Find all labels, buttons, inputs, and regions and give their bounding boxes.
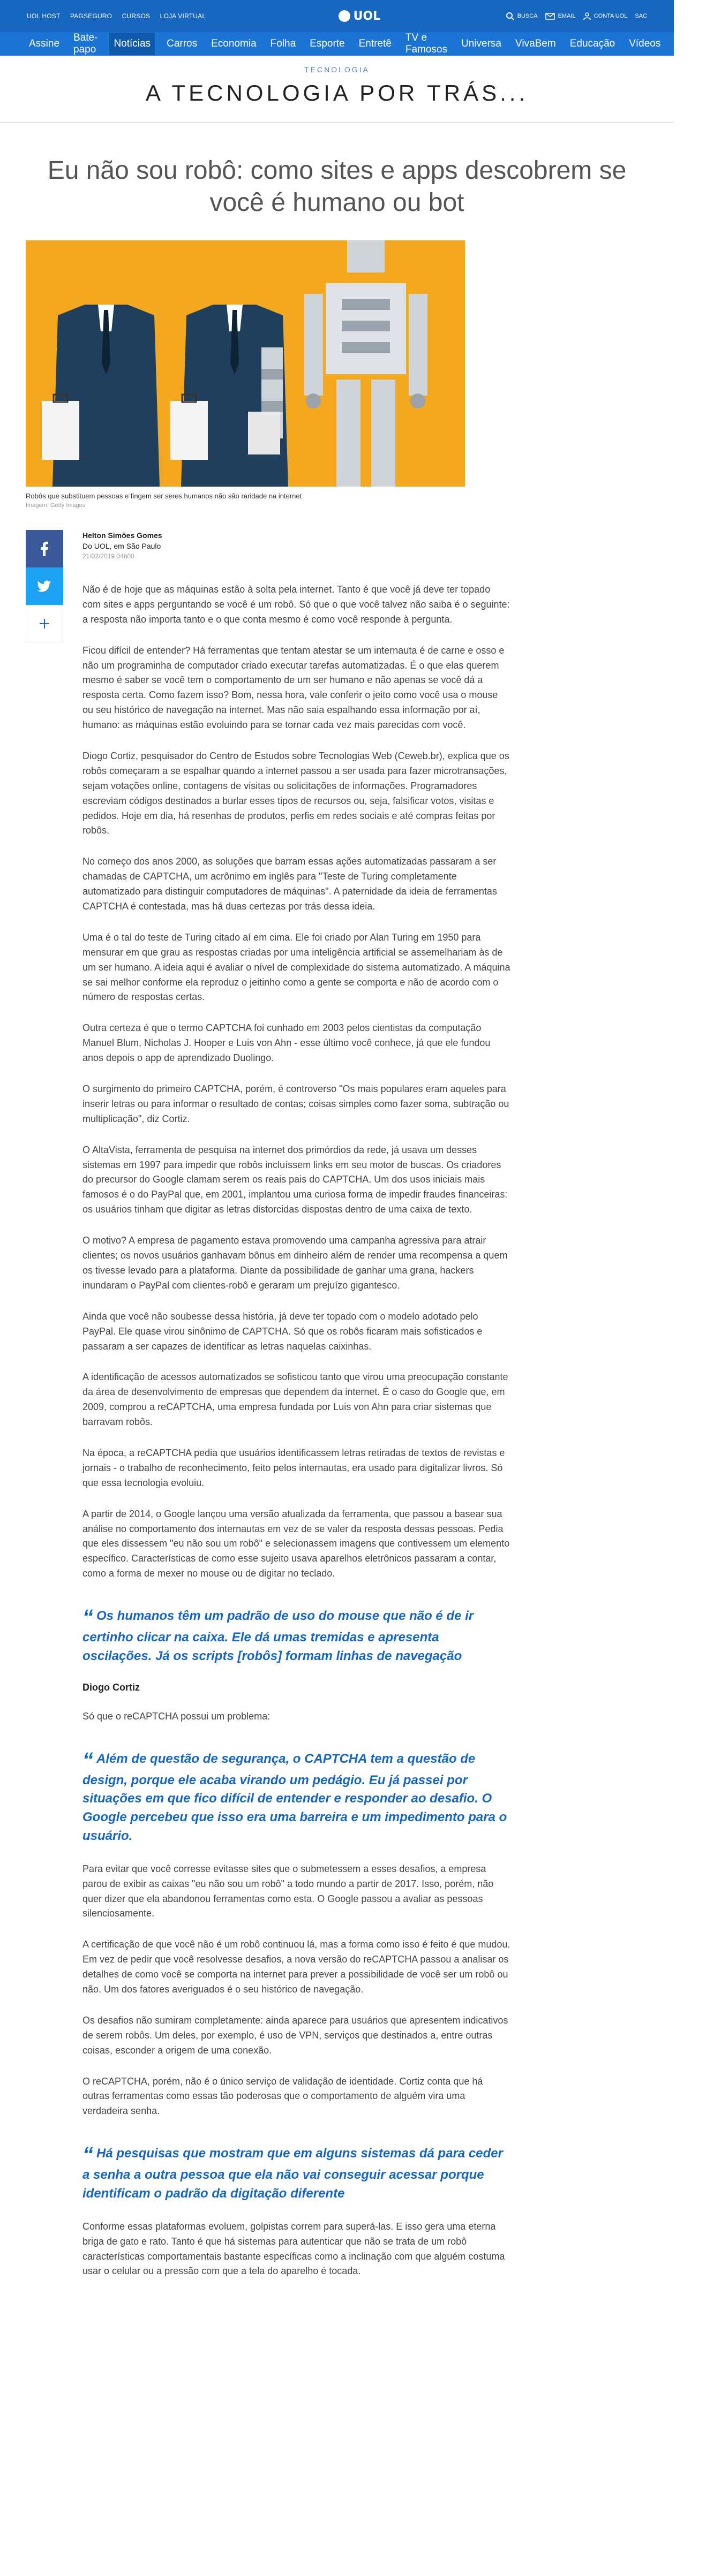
section-eyebrow[interactable]: TECNOLOGIA	[304, 65, 370, 74]
paragraph: Na época, a reCAPTCHA pedia que usuários identificassem letras retiradas de textos de revistas e jornais - o trabalho de reconhecimento, feito pelos internautas, era usado para digitalizar livros. Só que essa tecnologia evoluiu.	[82, 1447, 505, 1488]
paragraph: O AltaVista, ferramenta de pesquisa na internet dos primórdios da rede, já usava um desses sistemas em 1997 para impedir que robôs incluíssem links em seu motor de buscas. Os criadores do precursor do Google clamam serem os reais pais do CAPTCHA. Um dos usos iniciais mais famosos é o do PayPal que, em 2001, implantou uma curiosa forma de impedir fraudes financeiras: os usuários tinham que digitar as letras distorcidas dispostas dentro de uma caixa de texto.	[82, 1144, 508, 1215]
share-more-button[interactable]	[26, 605, 63, 642]
nav-economia[interactable]: Economia	[211, 38, 257, 49]
paragraph: Só que o reCAPTCHA possui um problema:	[82, 1710, 271, 1722]
paragraph: Não é de hoje que as máquinas estão à solta pela internet. Tanto é que você já deve ter topado com sites e apps perguntando se você é um robô. Só que o que você talvez não saiba é o seguinte: a resposta não importa tanto e o que conta mesmo é como você responde à pergunta.	[82, 584, 510, 625]
section-header	[0, 65, 674, 106]
publish-date: 21/02/2019 04h00	[82, 552, 134, 560]
quote-author: Diogo Cortiz	[82, 1681, 140, 1693]
paragraph: Para evitar que você corresse evitasse sites que o submetessem a esses desafios, a empresa parou de exibir as caixas "eu não sou um robô" a todo mundo a partir de 2017. Isso, porém, não quer dizer que ela abandonou ferramentas como esta. O Google passou a avaliar as pessoas silenciosamente.	[82, 1863, 494, 1919]
search-label: BUSCA	[517, 13, 538, 19]
account-label: CONTA UOL	[594, 13, 628, 19]
nav-videos[interactable]: Vídeos	[629, 38, 661, 49]
nav-educacao[interactable]: Educação	[569, 38, 615, 49]
article-content	[82, 530, 511, 2295]
pull-quote	[82, 1597, 511, 1666]
pull-quote-text: Os humanos têm um padrão de uso do mouse que não é de ir certinho clicar na caixa. Ele dá umas tremidas e apresenta oscilações. Já os scripts [robôs] formam linhas de navegação	[82, 1609, 474, 1663]
share-twitter-button[interactable]	[26, 567, 63, 605]
pull-quote-text: Há pesquisas que mostram que em alguns sistemas dá para ceder a senha a outra pessoa que ela não vai conseguir acessar porque identificam o padrão da digitação diferente	[82, 2146, 503, 2201]
twitter-icon	[37, 580, 51, 592]
paragraph: Outra certeza é que o termo CAPTCHA foi cunhado em 2003 pelos cientistas da computação Manuel Blum, Nicholas J. Hooper e Luis von Ahn - esse último você conhece, já que ele fundou anos depois o app de aprendizado Duolingo.	[82, 1022, 491, 1064]
uol-logo[interactable]	[339, 10, 381, 23]
robots-illustration	[26, 240, 465, 487]
nav-universa[interactable]: Universa	[461, 38, 502, 49]
link-loja-virtual[interactable]: LOJA VIRTUAL	[160, 12, 206, 20]
envelope-icon	[545, 13, 555, 20]
user-icon	[583, 12, 591, 20]
link-cursos[interactable]: CURSOS	[122, 12, 151, 20]
paragraph: O motivo? A empresa de pagamento estava promovendo uma campanha agressiva para atrair clientes; os novos usuários ganhavam bônus em dinheiro além de render uma recompensa a quem os tivesse levado para a plataforma. Diante da possibilidade de ganhar uma grana, hackers inundaram o PayPal com clientes-robô e geraram um prejuízo gigantesco.	[82, 1235, 508, 1291]
paragraph: Os desafios não sumiram completamente: ainda aparece para usuários que apresentem indicativos de serem robôs. Um deles, por exemplo, é uso de VPN, serviços que destinados a, entre outras coisas, esconder a origem de uma conexão.	[82, 2014, 508, 2056]
paragraph: A certificação de que você não é um robô continuou lá, mas a forma como isso é feito é que mudou. Em vez de pedir que você resolvesse desafios, a nova versão do reCAPTCHA passou a analisar os detalhes de como você se comporta na internet para prever a possibilidade de você ser um robô ou não. Um dos fatores averiguados é o seu histórico de navegação.	[82, 1939, 510, 1995]
quote-mark-icon: “	[82, 1748, 93, 1772]
nav-carros[interactable]: Carros	[167, 38, 198, 49]
channel-nav	[0, 32, 704, 56]
paragraph: A identificação de acessos automatizados se sofisticou tanto que virou uma preocupação constante da área de desenvolvimento de empresas que dependem da internet. É o caso do Google que, em 2009, comprou a reCAPTCHA, uma empresa fundada por Luis von Ahn para criar sistemas que barravam robôs.	[82, 1372, 508, 1428]
image-credit: Imagem: Getty Images	[26, 502, 86, 509]
paragraph: Ficou difícil de entender? Há ferramentas que tentam atestar se um internauta é de carne e osso e não um programinha de computador criado executar tarefas automatizadas. É o que elas querem mesmo é saber se você tem o comportamento de um ser humano e não apenas se você dá a resposta certa. Como fazem isso? Bom, nessa hora, vale conferir o jeito como você usa o mouse ou seu histórico de navegação na internet. Mas não saia espalhando essa informação por aí, humano: as máquinas estão evoluindo para se tornar cada vez mais parecidas com você.	[82, 645, 505, 731]
top-links	[27, 11, 213, 21]
author-block	[82, 530, 511, 561]
paragraph: Diogo Cortiz, pesquisador do Centro de Estudos sobre Tecnologias Web (Ceweb.br), explica que os robôs começaram a se espalhar quando a internet passou a ser usada para fazer microtransações, sejam votações online, contagens de visitas ou solicitações de informações. Programadores escreviam códigos destinados a burlar esses tipos de recursos ou, seja, falsificar votos, visitas e pedidos. Hoje em dia, há resenhas de produtos, perfis em redes sociais e até compras feitas por robôs.	[82, 751, 509, 836]
search-icon	[506, 12, 514, 20]
author-name[interactable]: Helton Simões Gomes	[82, 531, 162, 540]
article-body	[0, 530, 674, 2295]
section-headline: A TECNOLOGIA POR TRÁS...	[145, 80, 529, 105]
paragraph: A partir de 2014, o Google lançou uma versão atualizada da ferramenta, que passou a basear sua análise no comportamento dos internautas em vez de se valer da resposta dessas pessoas. Pedia que eles dissessem "eu não sou um robô" e selecionassem imagens que contivessem um elemento específico. Características de como esse sujeito usava aparelhos eletrônicos passaram a contar, como a forma de mexer no mouse ou de digitar no teclado.	[82, 1508, 510, 1579]
sac-link[interactable]: SAC	[635, 13, 647, 19]
hero-image	[26, 240, 465, 487]
email-label: EMAIL	[558, 13, 576, 19]
share-facebook-button[interactable]	[26, 530, 63, 567]
header-divider	[0, 122, 674, 123]
image-caption: Robôs que substituem pessoas e fingem ser seres humanos não são raridade na internet	[26, 492, 302, 500]
quote-mark-icon: “	[82, 1605, 93, 1630]
pull-quote	[82, 1740, 511, 1846]
paragraph: Ainda que você não soubesse dessa história, já deve ter topado com o modelo adotado pelo PayPal. Ele quase virou sinônimo de CAPTCHA. Só que os robôs ficaram mais sofisticados e passaram a ser capazes de identificar as letras naquelas caixinhas.	[82, 1310, 483, 1352]
nav-more-channels[interactable]: + canais	[674, 32, 704, 55]
email-button[interactable]	[545, 13, 576, 20]
paragraph: O reCAPTCHA, porém, não é o único serviço de validação de identidade. Cortiz conta que há outras ferramentas como essas tão poderosas que o comportamento de alguém vira uma verdadeira senha.	[82, 2075, 483, 2117]
nav-esporte[interactable]: Esporte	[310, 38, 345, 49]
link-pagseguro[interactable]: PAGSEGURO	[70, 12, 112, 20]
plus-icon	[39, 618, 50, 630]
logo-mark-icon	[339, 10, 350, 22]
pull-quote-text: Além de questão de segurança, o CAPTCHA tem a questão de design, porque ele acaba virando um pedágio. Eu já passei por situações em que fico difícil de entender e responder ao desafio. O Google percebeu que isso era uma barreira e um impedimento para o usuário.	[82, 1751, 507, 1843]
nav-folha[interactable]: Folha	[270, 38, 296, 49]
nav-noticias[interactable]: Notícias	[109, 33, 155, 55]
search-button[interactable]	[506, 12, 538, 20]
pull-quote	[82, 2135, 511, 2203]
facebook-icon	[40, 541, 49, 556]
logo-text: UOL	[353, 9, 381, 23]
article-title: Eu não sou robô: como sites e apps descobrem se você é humano ou bot	[47, 156, 627, 217]
top-actions	[506, 12, 647, 20]
nav-assine[interactable]: Assine	[29, 38, 60, 49]
nav-bate-papo[interactable]: Bate-papo	[73, 32, 98, 55]
share-bar	[26, 530, 63, 2295]
top-bar	[0, 0, 674, 32]
paragraph: Conforme essas plataformas evoluem, golpistas correm para superá-las. E isso gera uma eterna briga de gato e rato. Tanto é que há sistemas para autenticar que não se trata de um robô características comportamentais bastante específicas como a inclinação com que alguém costuma usar o celular ou a pressão com que a tela do aparelho é tocada.	[82, 2221, 505, 2277]
link-uol-host[interactable]: UOL HOST	[27, 12, 61, 20]
paragraph: O surgimento do primeiro CAPTCHA, porém, é controverso "Os mais populares eram aqueles para inserir letras ou para informar o resultado de contas; coisas simples como fazer soma, subtração ou multiplicação", diz Cortiz.	[82, 1084, 509, 1124]
paragraph: No começo dos anos 2000, as soluções que barram essas ações automatizadas passaram a ser chamadas de CAPTCHA, um acrônimo em inglês para "Teste de Turing completamente automatizado para distinguir computadores de máquinas". A paternidade da ideia de ferramentas CAPTCHA é contestada, mas há duas certezas por trás dessa ideia.	[82, 856, 497, 912]
nav-vivabem[interactable]: VivaBem	[515, 38, 556, 49]
account-button[interactable]	[583, 12, 628, 20]
nav-entrete[interactable]: Entretê	[358, 38, 392, 49]
nav-tv-famosos[interactable]: TV e Famosos	[405, 32, 448, 55]
quote-mark-icon: “	[82, 2143, 93, 2167]
author-outlet: Do UOL, em São Paulo	[82, 542, 161, 551]
paragraph: Uma é o tal do teste de Turing citado aí em cima. Ele foi criado por Alan Turing em 1950 para mensurar em que grau as respostas criadas por uma inteligência artificial se assemelhariam às de um ser humano. A ideia aqui é avaliar o nível de complexidade do sistema automatizado. A máquina se sai melhor conforme ela reproduz o jeitinho como a gente se comporta e não de acordo com o número de respostas certas.	[82, 931, 510, 1003]
